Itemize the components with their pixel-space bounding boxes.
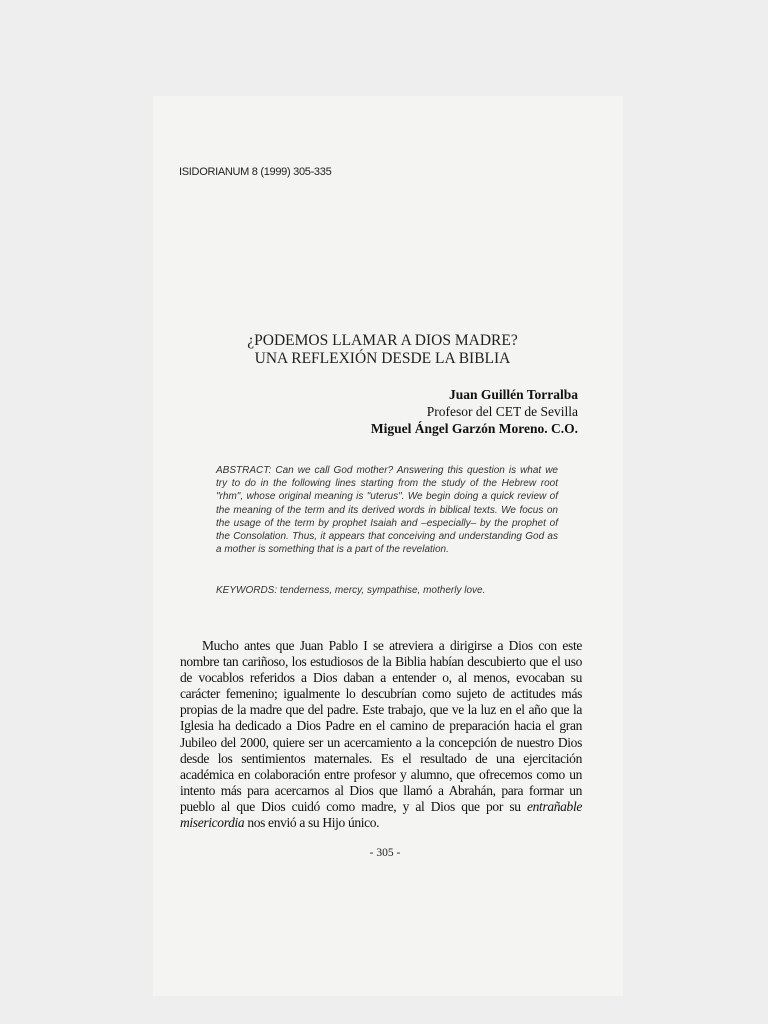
body-emphasis: entrañable misericordia [180,798,582,831]
author-1-name: Juan Guillén Torralba [448,387,578,402]
title-line-1: ¿PODEMOS LLAMAR A DIOS MADRE? [247,332,518,349]
author-block [300,386,578,437]
body-text-part-2: nos envió a su Hijo único. [244,815,380,831]
body-text-part-1: Mucho antes que Juan Pablo I se atreviera a dirigirse a Dios con este nombre tan cariñoso, los estudiosos de la Biblia habían descubierto que el uso de vocablos referidos a Dios daban a entender o, al menos, evocaban su carácter femenino; igualmente lo descubrían como sujeto de actitudes más propias de la madre que del padre. Este trabajo, que ve la luz en el año que la Iglesia ha dedicado a Dios Padre en el camino de preparación hacia el gran Jubileo del 2000, quiere ser un acercamiento a la concepción de nuestro Dios desde los sentimientos maternales. Es el resultado de una ejercitación académica en colaboración entre profesor y alumno, que ofrecemos como un intento más para acercarnos al Dios que llamó a Abrahán, para formar un pueblo al que Dios cuidó como madre, y al Dios que por su [180,638,582,814]
page-number: - 305 - [369,847,401,859]
body-paragraph [180,638,582,831]
abstract: ABSTRACT: Can we call God mother? Answering this question is what we try to do in the following lines starting from the study of the Hebrew root "rhm", whose original meaning is "uterus". We begin doing a quick review of the meaning of the term and its derived words in biblical texts. We focus on the usage of the term by prophet Isaiah and –especially– by the prophet of the Consolation. Thus, it appears that conceiving and understanding God as a mother is something that is a part of the revelation. [216,465,558,556]
keywords: KEYWORDS: tenderness, mercy, sympathise, motherly love. [216,585,486,596]
journal-reference: ISIDORIANUM 8 (1999) 305-335 [179,166,332,178]
title-line-2: UNA REFLEXIÓN DESDE LA BIBLIA [254,350,511,367]
author-2-name: Miguel Ángel Garzón Moreno. C.O. [370,421,578,436]
article-title [180,332,585,368]
author-1-affiliation: Profesor del CET de Sevilla [426,404,578,419]
